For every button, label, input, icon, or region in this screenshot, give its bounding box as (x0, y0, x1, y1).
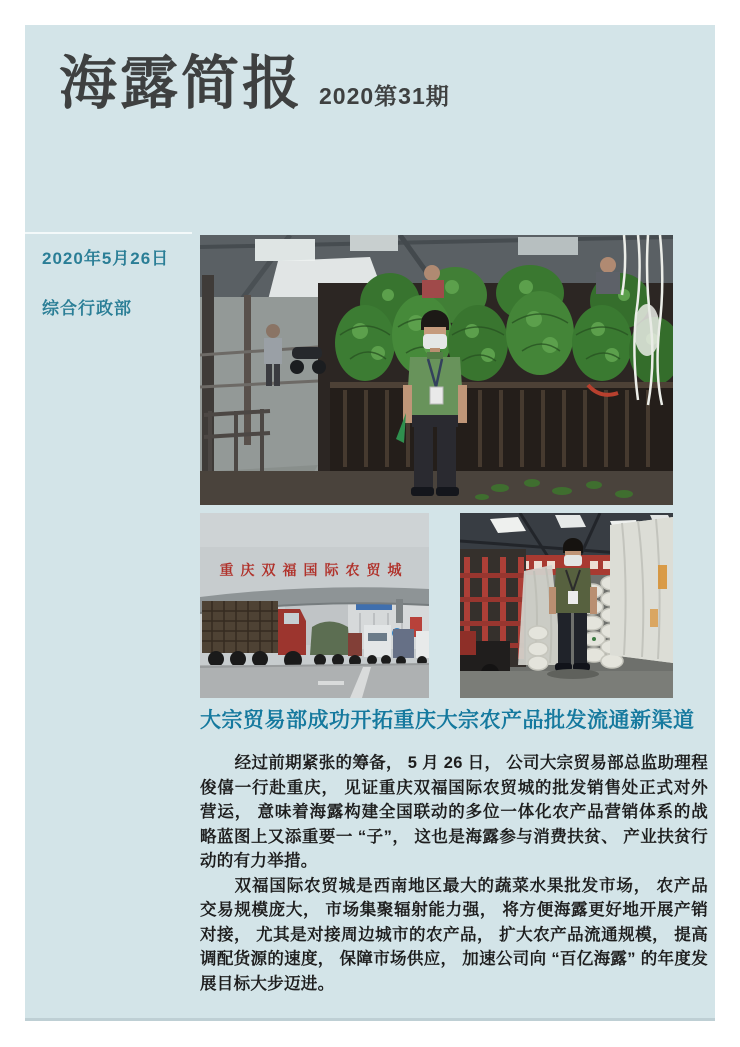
issuing-department: 综合行政部 (42, 299, 132, 318)
photo-vegetable-loading (200, 235, 673, 505)
vegetable-loading-illustration (200, 235, 673, 505)
issue-date: 2020年5月26日 (42, 249, 170, 268)
article-body (200, 751, 708, 996)
photo-warehouse-sacks (460, 513, 673, 698)
meta-block (42, 244, 169, 319)
newsletter-title: 海露简报 (59, 51, 304, 116)
photo-market-gate (200, 513, 429, 698)
red-semi-truck (202, 601, 306, 669)
article-headline: 大宗贸易部成功开拓重庆大宗农产品批发流通新渠道 (200, 709, 695, 732)
newsletter-panel (25, 25, 715, 1021)
issue-number: 2020第31期 (319, 82, 450, 109)
gate-sign-text: 重庆双福国际农贸城 (219, 562, 409, 578)
masthead (59, 51, 450, 118)
article-paragraph-1: 经过前期紧张的筹备， 5 月 26 日， 公司大宗贸易部总监助理程俊僖一行赴重庆， 见证重庆双福国际农贸城的批发销售处正式对外营运， 意味着海露构建全国联动的多位一体化农产品营销体系的战略蓝图上又添重要一 “子”， 这也是海露参与消费扶贫、 产业扶贫行动的有力举措。 (200, 754, 708, 870)
article-paragraph-2: 双福国际农贸城是西南地区最大的蔬菜水果批发市场， 农产品交易规模庞大， 市场集聚辐射能力强， 将方便海露更好地开展产销对接， 尤其是对接周边城市的农产品， 扩大农产品流通规模， 提高调配货源的速度， 保障市场供应， 加速公司向 “百亿海露” 的年度发展目标大步迈进。 (200, 876, 708, 993)
warehouse-sacks-illustration (460, 513, 673, 698)
meta-divider (25, 232, 192, 234)
market-gate-illustration (200, 513, 429, 698)
